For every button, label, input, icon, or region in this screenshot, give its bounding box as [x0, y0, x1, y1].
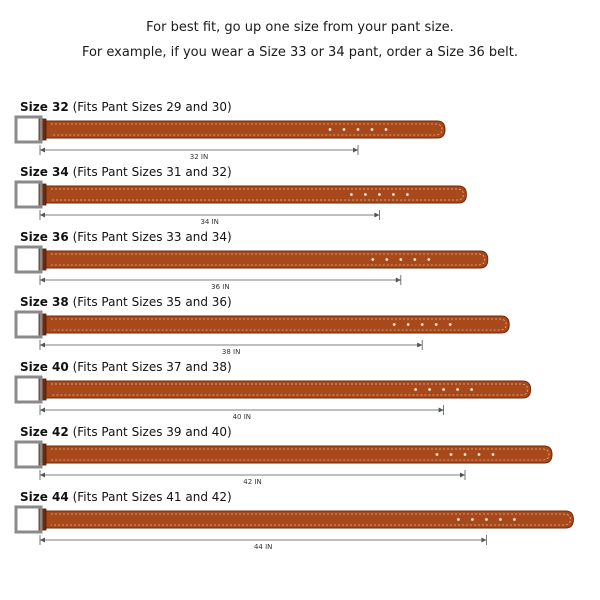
belt-hole [413, 258, 416, 261]
belt-diagram [0, 165, 600, 227]
measure-label: 36 IN [211, 283, 230, 291]
belt-hole [499, 518, 502, 521]
belt-hole [450, 453, 453, 456]
belt-hole [464, 453, 467, 456]
belt-row [0, 490, 600, 552]
belt-hole [427, 258, 430, 261]
measure-arrow-left [40, 278, 45, 283]
belt-buckle [16, 507, 41, 532]
belt-hole [436, 453, 439, 456]
belt-buckle [16, 377, 41, 402]
belt-hole [406, 193, 409, 196]
belt-row [0, 360, 600, 422]
belt-fit-text: (Fits Pant Sizes 31 and 32) [68, 165, 232, 179]
belt-hole [329, 128, 332, 131]
belt-row [0, 165, 600, 227]
belt-buckle [16, 442, 41, 467]
belt-size-label: Size 36 [20, 230, 69, 244]
belt-fit-text: (Fits Pant Sizes 41 and 42) [68, 490, 232, 504]
measure-arrow-left [40, 343, 45, 348]
belt-hole [435, 323, 438, 326]
belt-hole [371, 128, 374, 131]
belt-hole [492, 453, 495, 456]
belt-hole [385, 128, 388, 131]
belt-row [0, 100, 600, 162]
measure-arrow-right [374, 213, 379, 218]
belt-hole [449, 323, 452, 326]
belt-fit-text: (Fits Pant Sizes 35 and 36) [68, 295, 232, 309]
belt-buckle [16, 312, 41, 337]
measure-arrow-right [481, 538, 486, 543]
belt-hole [392, 193, 395, 196]
belt-hole [428, 388, 431, 391]
belt-hole [478, 453, 481, 456]
belt-diagram [0, 295, 600, 357]
intro-line-2: For example, if you wear a Size 33 or 34 pant, order a Size 36 belt. [81, 45, 519, 60]
belt-hole [421, 323, 424, 326]
belt-buckle [16, 117, 41, 142]
belt-hole [399, 258, 402, 261]
belt-row [0, 230, 600, 292]
belt-size-label: Size 44 [20, 490, 69, 504]
belt-fit-text: (Fits Pant Sizes 37 and 38) [68, 360, 232, 374]
measure-arrow-right [353, 148, 358, 153]
belt-hole [470, 388, 473, 391]
belt-hole [385, 258, 388, 261]
belt-strap [45, 316, 509, 333]
belt-size-label: Size 32 [20, 100, 69, 114]
intro-line-1: For best fit, go up one size from your pant size. [146, 20, 454, 35]
measure-arrow-left [40, 538, 45, 543]
belt-hole [485, 518, 488, 521]
measure-arrow-left [40, 213, 45, 218]
belt-size-label: Size 34 [20, 165, 69, 179]
belt-size-label: Size 40 [20, 360, 69, 374]
measure-label: 32 IN [189, 153, 209, 161]
measure-arrow-left [40, 148, 45, 153]
belt-row [0, 425, 600, 487]
belt-diagram [0, 360, 600, 422]
measure-arrow-right [417, 343, 422, 348]
belt-hole [371, 258, 374, 261]
belt-hole [471, 518, 474, 521]
belt-buckle [16, 247, 41, 272]
belt-fit-text: (Fits Pant Sizes 33 and 34) [68, 230, 232, 244]
belt-hole [513, 518, 516, 521]
measure-arrow-right [439, 408, 444, 413]
belt-hole [414, 388, 417, 391]
measure-arrow-right [460, 473, 465, 478]
belt-fit-text: (Fits Pant Sizes 29 and 30) [68, 100, 232, 114]
measure-arrow-left [40, 408, 45, 413]
belt-hole [357, 128, 360, 131]
belt-hole [393, 323, 396, 326]
measure-label: 34 IN [200, 218, 219, 226]
measure-arrow-right [396, 278, 401, 283]
belt-diagram [0, 230, 600, 292]
belt-diagram [0, 425, 600, 487]
measure-label: 44 IN [253, 543, 273, 551]
belt-hole [343, 128, 346, 131]
belt-hole [456, 388, 459, 391]
belt-hole [442, 388, 445, 391]
belt-strap [45, 186, 466, 203]
belt-strap [45, 511, 573, 528]
belt-diagram [0, 490, 600, 552]
belt-hole [407, 323, 410, 326]
belt-size-label: Size 38 [20, 295, 69, 309]
belt-hole [350, 193, 353, 196]
belt-hole [364, 193, 367, 196]
belt-row [0, 295, 600, 357]
measure-label: 40 IN [232, 413, 252, 421]
belt-size-label: Size 42 [20, 425, 69, 439]
belt-fit-text: (Fits Pant Sizes 39 and 40) [68, 425, 232, 439]
belt-diagram [0, 100, 600, 162]
belt-hole [378, 193, 381, 196]
measure-arrow-left [40, 473, 45, 478]
measure-label: 42 IN [243, 478, 262, 486]
belt-buckle [16, 182, 41, 207]
belt-strap [45, 446, 552, 463]
belt-hole [457, 518, 460, 521]
belt-strap [45, 251, 488, 268]
measure-label: 38 IN [221, 348, 241, 356]
